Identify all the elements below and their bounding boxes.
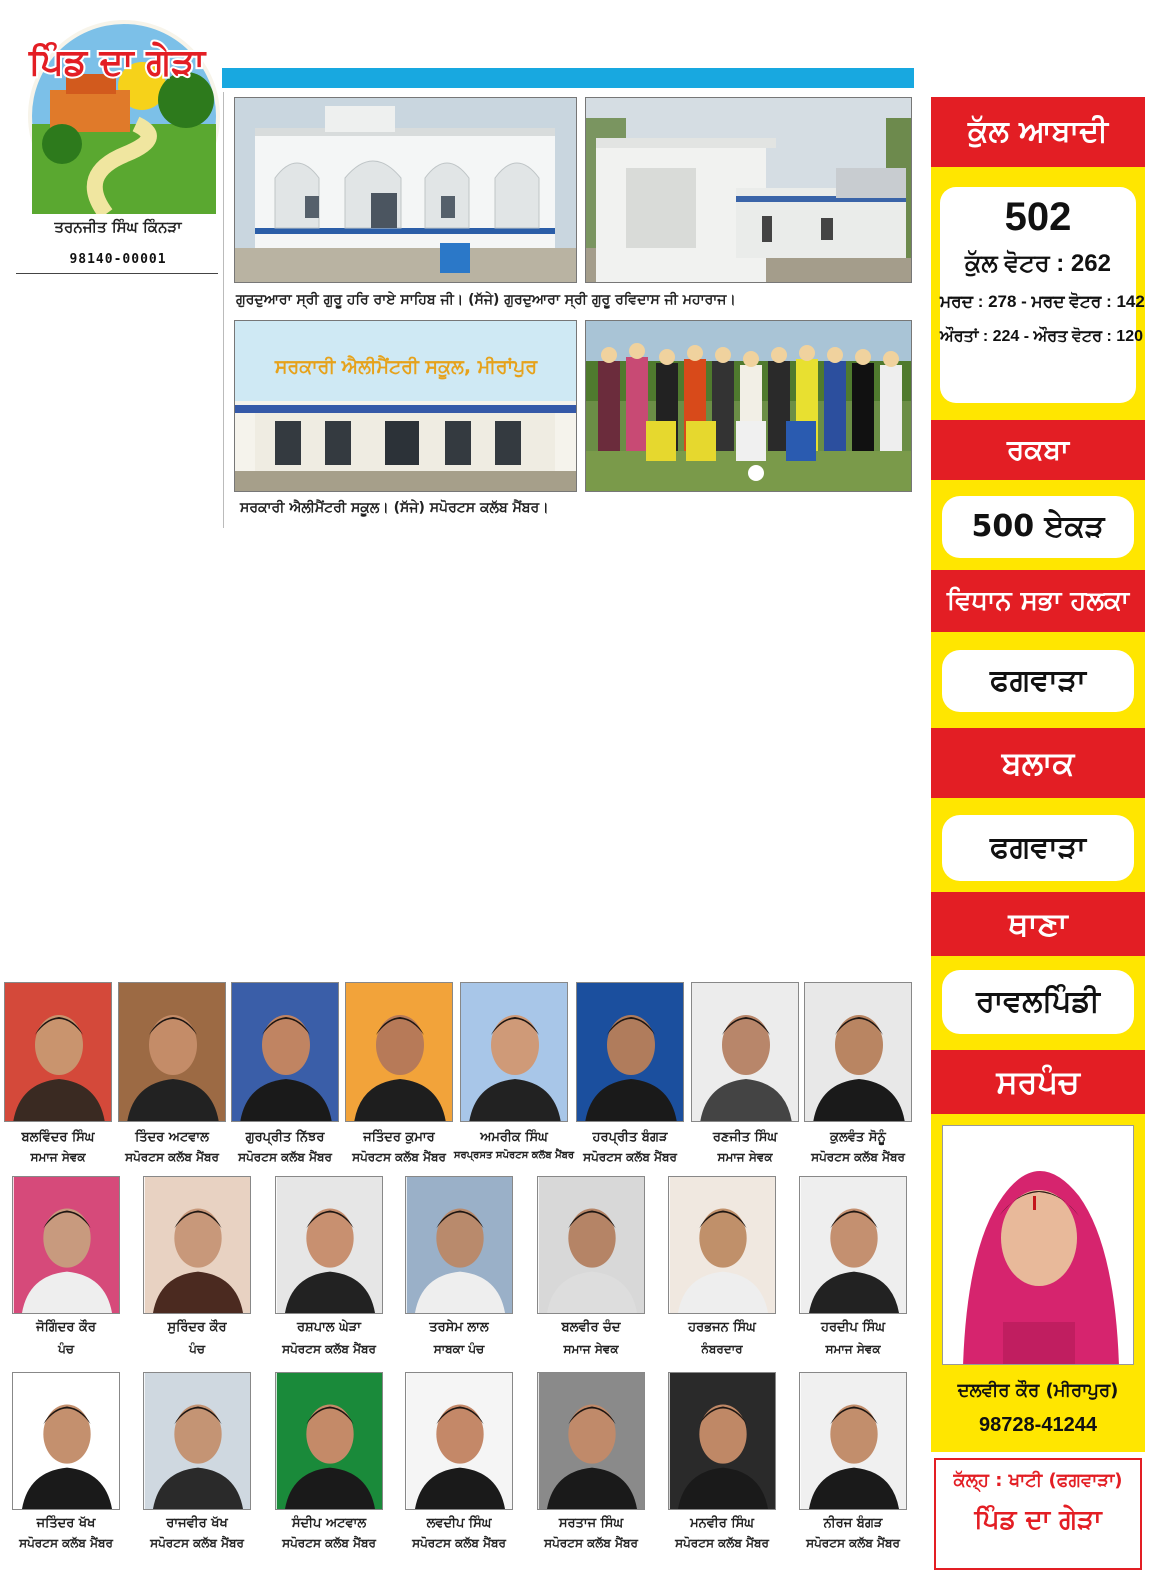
person-role: ਸਰਪ੍ਰਸਤ ਸਪੋਰਟਸ ਕਲੱਬ ਮੈਂਬਰ bbox=[453, 1150, 575, 1161]
person-card bbox=[799, 1372, 907, 1554]
person-photo bbox=[460, 982, 568, 1122]
person-card bbox=[691, 982, 799, 1168]
person-name: ਹਰਦੀਪ ਸਿੰਘ bbox=[821, 1320, 885, 1335]
next-edition-box bbox=[934, 1458, 1142, 1570]
person-role: ਸਪੋਰਟਸ ਕਲੱਬ ਮੈਂਬਰ bbox=[806, 1536, 900, 1550]
person-name: ਸਰਤਾਜ ਸਿੰਘ bbox=[558, 1516, 624, 1531]
person-photo bbox=[668, 1372, 776, 1510]
person-name: ਜਤਿੰਦਰ ਖੱਖ bbox=[36, 1516, 96, 1531]
person-photo bbox=[537, 1372, 645, 1510]
person-name: ਰਾਜਵੀਰ ਖੱਖ bbox=[166, 1516, 228, 1531]
person-photo bbox=[799, 1176, 907, 1314]
person-role: ਸਪੋਰਟਸ ਕਲੱਬ ਮੈਂਬਰ bbox=[282, 1536, 376, 1550]
constituency-value: ਫਗਵਾੜਾ bbox=[942, 650, 1134, 712]
population-heading: ਕੁੱਲ ਆਬਾਦੀ bbox=[931, 97, 1145, 167]
person-photo bbox=[4, 982, 112, 1122]
person-card bbox=[4, 982, 112, 1168]
person-photo bbox=[345, 982, 453, 1122]
voters-line: ਕੁੱਲ ਵੋਟਰ : 262 bbox=[965, 250, 1111, 277]
person-card bbox=[668, 1176, 776, 1360]
sarpanch-phone: 98728-41244 bbox=[979, 1414, 1097, 1436]
person-card bbox=[537, 1176, 645, 1360]
divider bbox=[223, 92, 224, 528]
person-role: ਸਪੋਰਟਸ ਕਲੱਬ ਮੈਂਬਰ bbox=[412, 1536, 506, 1550]
person-name: ਜੋਗਿੰਦਰ ਕੌਰ bbox=[36, 1320, 96, 1335]
female-line: ਔਰਤਾਂ : 224 - ਔਰਤ ਵੋਟਰ : 120 bbox=[940, 328, 1143, 345]
person-name: ਨੀਰਜ ਬੰਗੜ bbox=[823, 1516, 883, 1531]
person-photo bbox=[804, 982, 912, 1122]
person-role: ਸਪੋਰਟਸ ਕਲੱਬ ਮੈਂਬਰ bbox=[583, 1150, 677, 1164]
person-card bbox=[405, 1176, 513, 1360]
person-card bbox=[537, 1372, 645, 1554]
person-role: ਸਪੋਰਟਸ ਕਲੱਬ ਮੈਂਬਰ bbox=[352, 1150, 446, 1164]
block-value: ਫਗਵਾੜਾ bbox=[942, 815, 1134, 881]
person-role: ਸਮਾਜ ਸੇਵਕ bbox=[563, 1342, 619, 1356]
photo-caption-row1: ਗੁਰਦੁਆਰਾ ਸ੍ਰੀ ਗੁਰੂ ਹਰਿ ਰਾਏ ਸਾਹਿਬ ਜੀ। (ਸੱਜੇ) ਗੁਰਦੁਆਰਾ ਸ੍ਰੀ ਗੁਰੂ ਰਵਿਦਾਸ ਜੀ ਮਹਾਰਾਜ। bbox=[236, 292, 736, 308]
person-role: ਸਪੋਰਟਸ ਕਲੱਬ ਮੈਂਬਰ bbox=[150, 1536, 244, 1550]
photo-gurdwara-ravidas bbox=[585, 97, 912, 283]
person-role: ਸਪੋਰਟਸ ਕਲੱਬ ਮੈਂਬਰ bbox=[19, 1536, 113, 1550]
series-title: ਪਿੰਡ ਦਾ ਗੇੜਾ bbox=[974, 1505, 1102, 1535]
author-name: ਤਰਨਜੀਤ ਸਿੰਘ ਕਿੰਨੜਾ bbox=[54, 218, 182, 236]
person-photo bbox=[405, 1372, 513, 1510]
sarpanch-heading: ਸਰਪੰਚ bbox=[931, 1050, 1145, 1114]
person-photo bbox=[537, 1176, 645, 1314]
person-photo bbox=[668, 1176, 776, 1314]
person-role: ਸਪੋਰਟਸ ਕਲੱਬ ਮੈਂਬਰ bbox=[544, 1536, 638, 1550]
person-name: ਜਤਿੰਦਰ ਕੁਮਾਰ bbox=[363, 1130, 435, 1145]
person-card bbox=[275, 1372, 383, 1554]
person-photo bbox=[12, 1372, 120, 1510]
header-bar bbox=[222, 68, 914, 88]
person-name: ਮਨਵੀਰ ਸਿੰਘ bbox=[690, 1516, 754, 1531]
person-role: ਸਪੋਰਟਸ ਕਲੱਬ ਮੈਂਬਰ bbox=[675, 1536, 769, 1550]
person-photo bbox=[118, 982, 226, 1122]
author-phone: 98140-00001 bbox=[69, 252, 167, 267]
constituency-heading: ਵਿਧਾਨ ਸਭਾ ਹਲਕਾ bbox=[931, 570, 1145, 632]
person-photo bbox=[275, 1372, 383, 1510]
person-card bbox=[799, 1176, 907, 1360]
person-name: ਹਰਪ੍ਰੀਤ ਬੰਗੜ bbox=[592, 1130, 668, 1145]
school-sign-text: ਸਰਕਾਰੀ ਐਲੀਮੈਂਟਰੀ ਸਕੂਲ, ਮੀਰਾਂਪੁਰ bbox=[274, 356, 538, 378]
person-photo bbox=[143, 1176, 251, 1314]
population-box bbox=[940, 187, 1145, 403]
person-role: ਸਾਬਕਾ ਪੰਚ bbox=[433, 1342, 485, 1356]
person-card bbox=[118, 982, 226, 1168]
person-role: ਸਪੋਰਟਸ ਕਲੱਬ ਮੈਂਬਰ bbox=[125, 1150, 219, 1164]
person-card bbox=[405, 1372, 513, 1554]
person-name: ਲਵਦੀਪ ਸਿੰਘ bbox=[426, 1516, 492, 1531]
person-card bbox=[12, 1372, 120, 1554]
person-photo bbox=[576, 982, 684, 1122]
divider bbox=[16, 273, 218, 274]
person-name: ਸੁਰਿੰਦਰ ਕੌਰ bbox=[167, 1320, 227, 1335]
logo-title: ਪਿੰਡ ਦਾ ਗੇੜਾ bbox=[28, 42, 206, 83]
person-card bbox=[668, 1372, 776, 1554]
person-name: ਅਮਰੀਕ ਸਿੰਘ bbox=[480, 1130, 548, 1145]
person-card bbox=[345, 982, 453, 1168]
person-name: ਬਲਵੀਰ ਚੰਦ bbox=[561, 1320, 621, 1335]
person-role: ਸਮਾਜ ਸੇਵਕ bbox=[30, 1150, 86, 1164]
masthead-logo bbox=[6, 4, 228, 214]
male-line: ਮਰਦ : 278 - ਮਰਦ ਵੋਟਰ : 142 bbox=[940, 292, 1145, 311]
person-card bbox=[804, 982, 912, 1168]
sarpanch-photo bbox=[942, 1125, 1134, 1365]
person-name: ਬਲਵਿੰਦਰ ਸਿੰਘ bbox=[21, 1130, 95, 1145]
person-card bbox=[275, 1176, 383, 1360]
person-photo bbox=[12, 1176, 120, 1314]
person-name: ਕੁਲਵੰਤ ਸੋਨੂੰ bbox=[830, 1130, 886, 1145]
person-role: ਪੰਚ bbox=[58, 1342, 74, 1356]
person-name: ਹਰਭਜਨ ਸਿੰਘ bbox=[688, 1320, 756, 1335]
person-photo bbox=[405, 1176, 513, 1314]
block-heading: ਬਲਾਕ bbox=[931, 728, 1145, 798]
person-name: ਤਿੰਦਰ ਅਟਵਾਲ bbox=[135, 1130, 209, 1145]
person-name: ਸੰਦੀਪ ਅਟਵਾਲ bbox=[291, 1516, 367, 1531]
person-card bbox=[12, 1176, 120, 1360]
police-station-heading: ਥਾਣਾ bbox=[931, 892, 1145, 956]
photo-government-school bbox=[234, 320, 577, 492]
person-role: ਪੰਚ bbox=[189, 1342, 205, 1356]
next-edition-line: ਕੱਲ੍ਹ : ਖਾਟੀ (ਫਗਵਾੜਾ) bbox=[953, 1470, 1123, 1491]
sarpanch-name: ਦਲਵੀਰ ਕੌਰ (ਮੀਰਾਪੁਰ) bbox=[957, 1380, 1119, 1401]
area-value: 500 ਏਕੜ bbox=[942, 496, 1134, 558]
photo-gurdwara-har-rai bbox=[234, 97, 577, 283]
person-card bbox=[143, 1372, 251, 1554]
person-role: ਸਪੋਰਟਸ ਕਲੱਬ ਮੈਂਬਰ bbox=[238, 1150, 332, 1164]
police-station-value: ਰਾਵਲਪਿੰਡੀ bbox=[942, 970, 1134, 1034]
area-heading: ਰਕਬਾ bbox=[931, 420, 1145, 480]
person-card bbox=[576, 982, 684, 1168]
person-role: ਨੰਬਰਦਾਰ bbox=[701, 1342, 743, 1356]
person-photo bbox=[799, 1372, 907, 1510]
photo-sports-club bbox=[585, 320, 912, 492]
person-photo bbox=[231, 982, 339, 1122]
person-photo bbox=[691, 982, 799, 1122]
person-name: ਗੁਰਪ੍ਰੀਤ ਨਿੱਝਰ bbox=[245, 1130, 325, 1145]
person-name: ਰਣਜੀਤ ਸਿੰਘ bbox=[712, 1130, 778, 1145]
person-role: ਸਮਾਜ ਸੇਵਕ bbox=[825, 1342, 881, 1356]
person-card bbox=[231, 982, 339, 1168]
person-role: ਸਪੋਰਟਸ ਕਲੱਬ ਮੈਂਬਰ bbox=[811, 1150, 905, 1164]
photo-caption-row2: ਸਰਕਾਰੀ ਐਲੀਮੈਂਟਰੀ ਸਕੂਲ। (ਸੱਜੇ) ਸਪੋਰਟਸ ਕਲੱਬ ਮੈਂਬਰ। bbox=[240, 500, 549, 516]
person-name: ਰਸ਼ਪਾਲ ਘੇੜਾ bbox=[296, 1320, 361, 1335]
population-value: 502 bbox=[1004, 195, 1072, 239]
person-card bbox=[143, 1176, 251, 1360]
person-photo bbox=[275, 1176, 383, 1314]
person-name: ਤਰਸੇਮ ਲਾਲ bbox=[429, 1320, 489, 1335]
person-role: ਸਮਾਜ ਸੇਵਕ bbox=[717, 1150, 773, 1164]
person-role: ਸਪੋਰਟਸ ਕਲੱਬ ਮੈਂਬਰ bbox=[282, 1342, 376, 1356]
person-card bbox=[453, 982, 575, 1168]
person-photo bbox=[143, 1372, 251, 1510]
